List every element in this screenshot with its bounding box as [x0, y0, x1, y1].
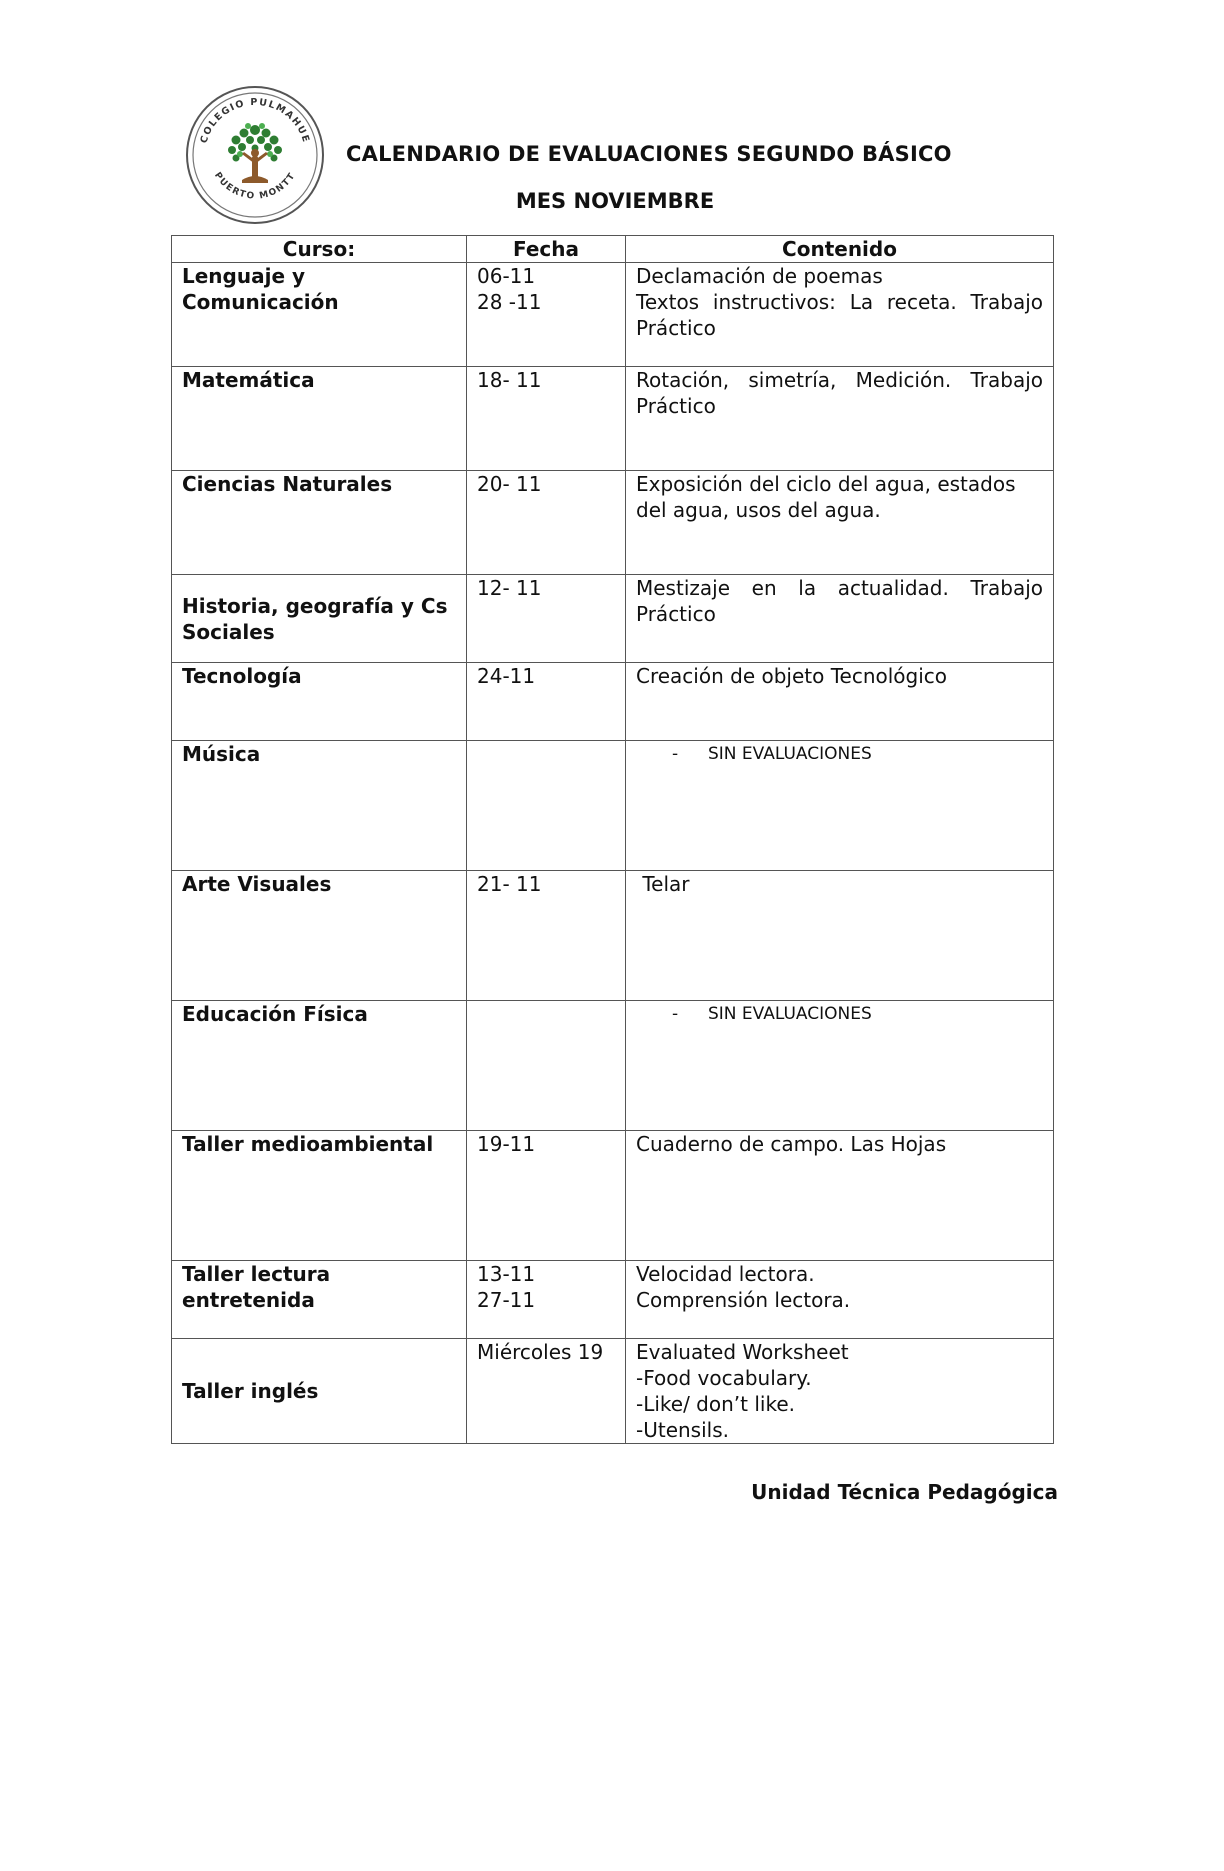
curso-cell: Taller medioambiental [172, 1131, 467, 1261]
contenido-cell [626, 471, 1054, 575]
contenido-line: Rotación, simetría, Medición. Trabajo Práctico [636, 368, 1043, 418]
contenido-line: Textos instructivos: La receta. Trabajo Práctico [636, 290, 1043, 340]
header-curso: Curso: [172, 236, 467, 263]
curso-cell: Ciencias Naturales [172, 471, 467, 575]
contenido-line: Comprensión lectora. [636, 1288, 851, 1312]
curso-cell: Arte Visuales [172, 871, 467, 1001]
fecha-value: 28 -11 [477, 290, 542, 314]
fecha-cell [467, 263, 626, 367]
dash-list-item [636, 1001, 1043, 1027]
footer-signature: Unidad Técnica Pedagógica [751, 1480, 1058, 1504]
contenido-line: -Food vocabulary. [636, 1366, 812, 1390]
header-contenido: Contenido [626, 236, 1054, 263]
header-fecha: Fecha [467, 236, 626, 263]
fecha-cell [467, 575, 626, 663]
contenido-line: Exposición del ciclo del agua, estados del agua, usos del agua. [636, 472, 1016, 522]
curso-cell: Taller inglés [172, 1339, 467, 1444]
evaluation-schedule-table [171, 235, 1054, 1444]
contenido-line: Velocidad lectora. [636, 1262, 815, 1286]
table-row [172, 575, 1054, 663]
fecha-cell [467, 1339, 626, 1444]
table-header-row [172, 236, 1054, 263]
fecha-cell [467, 871, 626, 1001]
curso-cell: Taller lectura entretenida [172, 1261, 467, 1339]
contenido-cell [626, 871, 1054, 1001]
fecha-cell [467, 1131, 626, 1261]
svg-text:PUERTO MONTT: PUERTO MONTT [212, 170, 298, 202]
curso-cell: Educación Física [172, 1001, 467, 1131]
contenido-line: Creación de objeto Tecnológico [636, 664, 948, 688]
dash-bullet: - [672, 744, 679, 764]
fecha-value: Miércoles 19 [477, 1340, 604, 1364]
fecha-cell [467, 367, 626, 471]
contenido-line: -Utensils. [636, 1418, 729, 1442]
contenido-line: Cuaderno de campo. Las Hojas [636, 1132, 947, 1156]
contenido-line: Evaluated Worksheet [636, 1340, 849, 1364]
fecha-value: 19-11 [477, 1132, 536, 1156]
table-row [172, 1261, 1054, 1339]
contenido-line: Declamación de poemas [636, 264, 883, 288]
fecha-value: 06-11 [477, 264, 536, 288]
svg-text:COLEGIO PULMAHUE: COLEGIO PULMAHUE [198, 96, 312, 145]
fecha-cell [467, 741, 626, 871]
table-row [172, 471, 1054, 575]
table-row [172, 367, 1054, 471]
contenido-cell [626, 1001, 1054, 1131]
contenido-cell [626, 663, 1054, 741]
page-title: CALENDARIO DE EVALUACIONES SEGUNDO BÁSICO [346, 142, 952, 166]
fecha-cell [467, 663, 626, 741]
curso-cell: Lenguaje y Comunicación [172, 263, 467, 367]
curso-cell: Historia, geografía y Cs Sociales [172, 575, 467, 663]
contenido-cell [626, 263, 1054, 367]
fecha-value: 20- 11 [477, 472, 542, 496]
contenido-cell [626, 741, 1054, 871]
contenido-line: SIN EVALUACIONES [708, 744, 872, 764]
curso-cell: Matemática [172, 367, 467, 471]
table-row [172, 663, 1054, 741]
page-subtitle: MES NOVIEMBRE [515, 189, 715, 213]
contenido-cell [626, 367, 1054, 471]
fecha-value: 18- 11 [477, 368, 542, 392]
curso-cell: Tecnología [172, 663, 467, 741]
dash-bullet: - [672, 1004, 679, 1024]
contenido-line: -Like/ don’t like. [636, 1392, 795, 1416]
contenido-cell [626, 575, 1054, 663]
fecha-value: 21- 11 [477, 872, 542, 896]
contenido-cell [626, 1339, 1054, 1444]
fecha-cell [467, 1261, 626, 1339]
contenido-cell [626, 1261, 1054, 1339]
curso-cell: Música [172, 741, 467, 871]
fecha-cell [467, 1001, 626, 1131]
fecha-cell [467, 471, 626, 575]
fecha-value: 12- 11 [477, 576, 542, 600]
table-row [172, 263, 1054, 367]
contenido-line: Telar [636, 872, 690, 896]
dash-list-item [636, 741, 1043, 767]
table-row [172, 1131, 1054, 1261]
contenido-cell [626, 1131, 1054, 1261]
table-row [172, 1339, 1054, 1444]
table-row [172, 871, 1054, 1001]
table-row [172, 741, 1054, 871]
fecha-value: 24-11 [477, 664, 536, 688]
contenido-line: Mestizaje en la actualidad. Trabajo Práctico [636, 576, 1043, 626]
table-row [172, 1001, 1054, 1131]
contenido-line: SIN EVALUACIONES [708, 1004, 872, 1024]
fecha-value: 27-11 [477, 1288, 536, 1312]
fecha-value: 13-11 [477, 1262, 536, 1286]
